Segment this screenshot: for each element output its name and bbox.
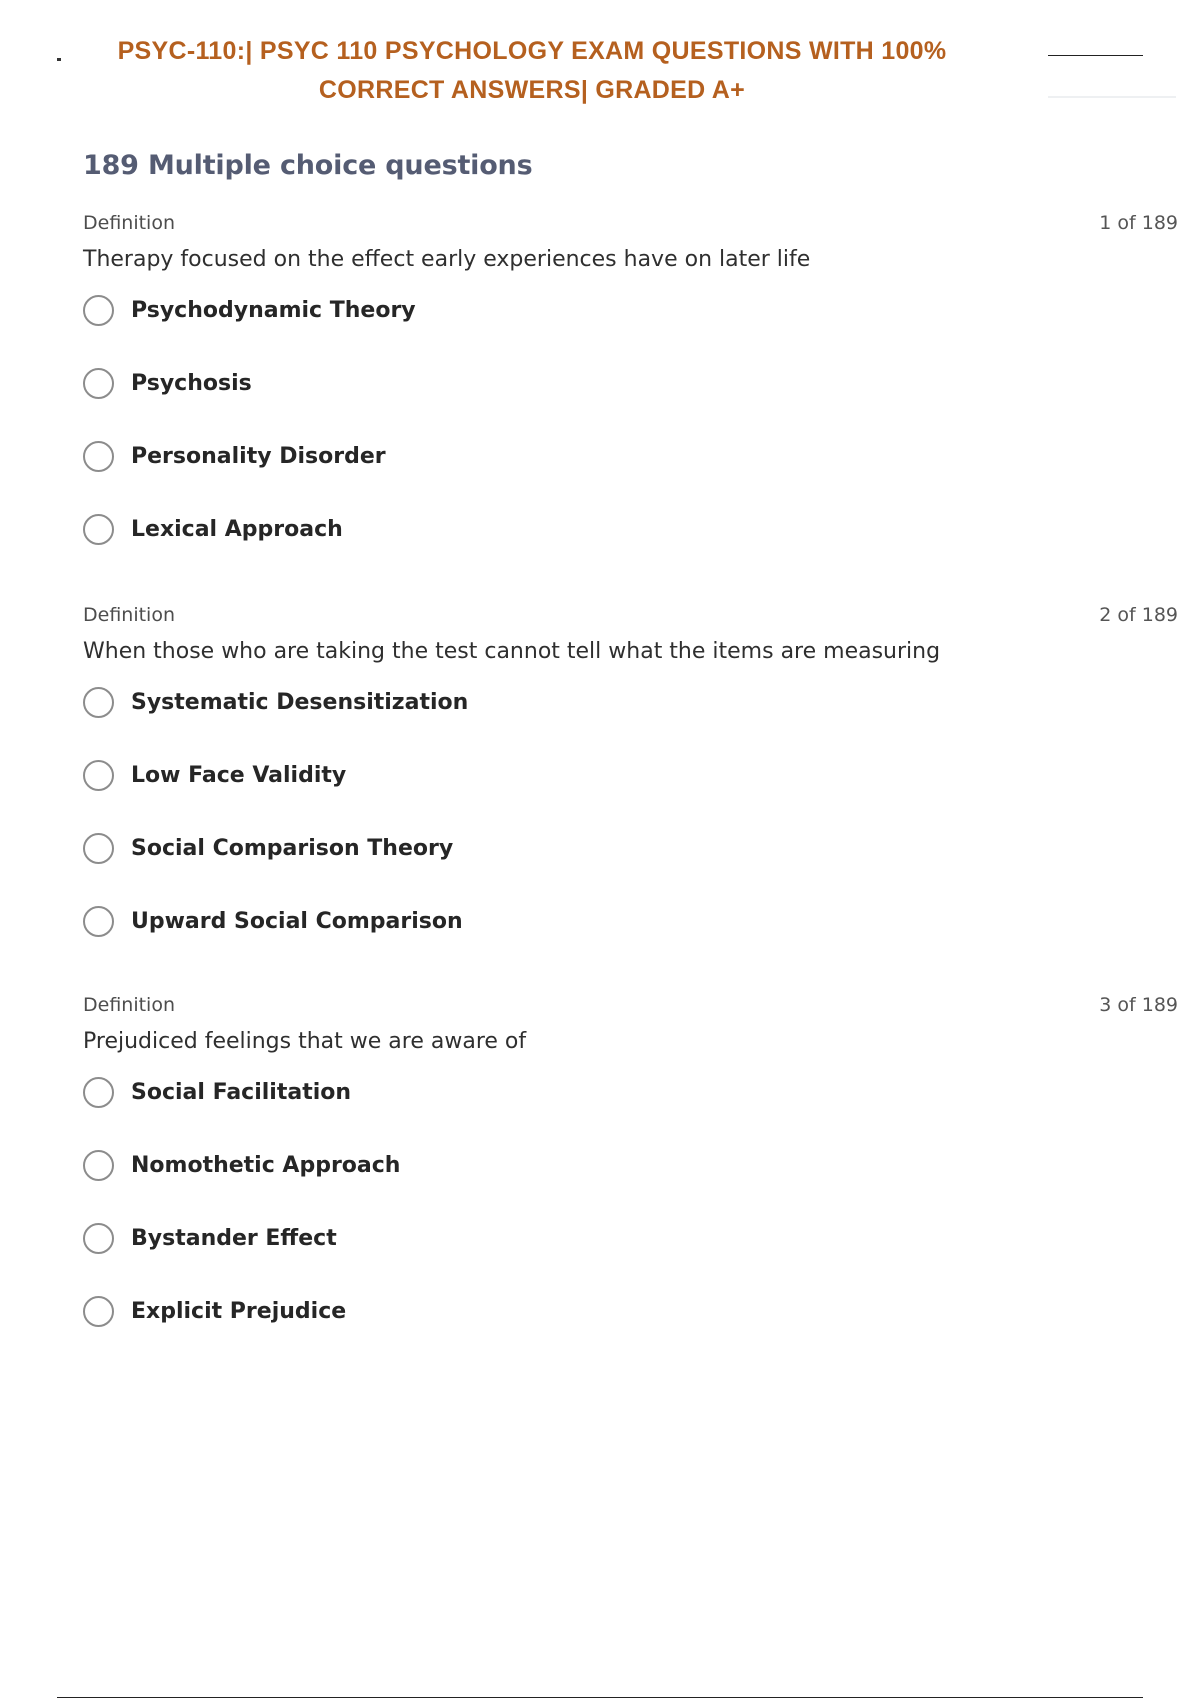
radio-circle-icon[interactable] (83, 1296, 114, 1327)
answer-option[interactable] (83, 295, 783, 368)
answer-option-label[interactable]: Systematic Desensitization (131, 690, 469, 715)
answer-option-label[interactable]: Psychodynamic Theory (131, 298, 416, 323)
radio-circle-icon[interactable] (83, 295, 114, 326)
answer-option[interactable] (83, 514, 783, 587)
question-counter: 1 of 189 (1099, 212, 1178, 234)
radio-circle-icon[interactable] (83, 1150, 114, 1181)
radio-circle-icon[interactable] (83, 441, 114, 472)
header-rule-faint (1048, 96, 1176, 98)
answer-option[interactable] (83, 1223, 783, 1296)
question-prompt: Prejudiced feelings that we are aware of (83, 1029, 527, 1054)
answer-options (83, 687, 783, 979)
header-dot (57, 58, 61, 61)
question-prompt: Therapy focused on the effect early experiences have on later life (83, 247, 811, 272)
radio-circle-icon[interactable] (83, 833, 114, 864)
answer-options (83, 295, 783, 587)
answer-options (83, 1077, 783, 1369)
answer-option-label[interactable]: Bystander Effect (131, 1226, 337, 1251)
radio-circle-icon[interactable] (83, 368, 114, 399)
answer-option-label[interactable]: Personality Disorder (131, 444, 386, 469)
question-prompt: When those who are taking the test cannot tell what the items are measuring (83, 639, 941, 664)
header-rule (1048, 55, 1143, 56)
footer-rule (57, 1697, 1143, 1698)
question-type-label: Definition (83, 994, 176, 1016)
answer-option-label[interactable]: Low Face Validity (131, 763, 347, 788)
document-title: PSYC-110:| PSYC 110 PSYCHOLOGY EXAM QUESTIONS WITH 100% CORRECT ANSWERS| GRADED A+ (117, 37, 947, 104)
answer-option-label[interactable]: Explicit Prejudice (131, 1299, 347, 1324)
answer-option[interactable] (83, 441, 783, 514)
answer-option[interactable] (83, 1150, 783, 1223)
answer-option[interactable] (83, 760, 783, 833)
question-count-heading: 189 Multiple choice questions (83, 150, 533, 181)
answer-option[interactable] (83, 687, 783, 760)
question-counter: 2 of 189 (1099, 604, 1178, 626)
answer-option[interactable] (83, 368, 783, 441)
radio-circle-icon[interactable] (83, 1077, 114, 1108)
radio-circle-icon[interactable] (83, 1223, 114, 1254)
answer-option-label[interactable]: Social Comparison Theory (131, 836, 454, 861)
answer-option-label[interactable]: Social Facilitation (131, 1080, 352, 1105)
answer-option-label[interactable]: Nomothetic Approach (131, 1153, 401, 1178)
question-type-label: Definition (83, 604, 176, 626)
answer-option-label[interactable]: Lexical Approach (131, 517, 343, 542)
question-counter: 3 of 189 (1099, 994, 1178, 1016)
question-type-label: Definition (83, 212, 176, 234)
answer-option-label[interactable]: Psychosis (131, 371, 252, 396)
answer-option-label[interactable]: Upward Social Comparison (131, 909, 463, 934)
answer-option[interactable] (83, 1296, 783, 1369)
radio-circle-icon[interactable] (83, 514, 114, 545)
radio-circle-icon[interactable] (83, 760, 114, 791)
answer-option[interactable] (83, 906, 783, 979)
radio-circle-icon[interactable] (83, 687, 114, 718)
answer-option[interactable] (83, 1077, 783, 1150)
answer-option[interactable] (83, 833, 783, 906)
radio-circle-icon[interactable] (83, 906, 114, 937)
document-header (0, 28, 1200, 108)
